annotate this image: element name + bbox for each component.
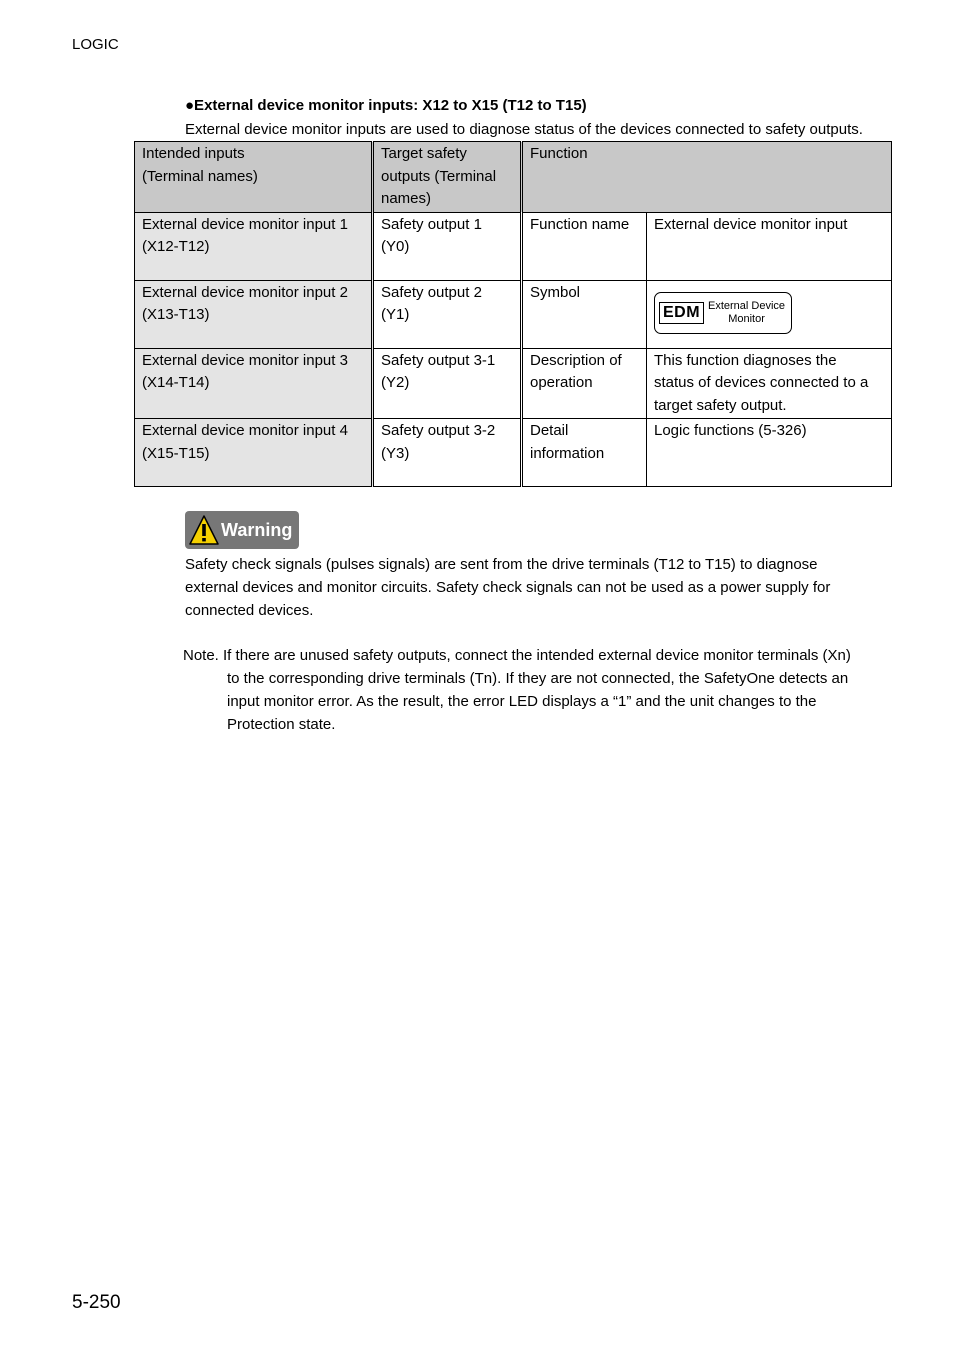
function-field-cell: Detail information	[522, 419, 647, 487]
input-cell: External device monitor input 4 (X15-T15)	[135, 419, 373, 487]
output-cell: Safety output 1 (Y0)	[373, 212, 522, 280]
page-number: 5-250	[72, 1292, 121, 1313]
edm-symbol	[654, 292, 792, 334]
edm-spec-table	[134, 141, 892, 487]
function-value-cell: This function diagnoses the status of devices connected to a target safety output.	[647, 348, 892, 419]
header-target-outputs: Target safety outputs (Terminal names)	[373, 142, 522, 213]
input-cell: External device monitor input 3 (X14-T14)	[135, 348, 373, 419]
symbol-cell	[647, 280, 892, 348]
output-cell: Safety output 2 (Y1)	[373, 280, 522, 348]
function-value-cell: Logic functions (5-326)	[647, 419, 892, 487]
warning-badge	[185, 511, 299, 549]
warning-triangle-icon	[189, 514, 219, 546]
function-field-cell: Symbol	[522, 280, 647, 348]
header-intended-inputs: Intended inputs (Terminal names)	[135, 142, 373, 213]
output-cell: Safety output 3-2 (Y3)	[373, 419, 522, 487]
table-header-row	[135, 142, 892, 213]
note-paragraph: Note. If there are unused safety outputs, connect the intended external device monitor terminals (Xn) to the corresponding drive terminals (Tn). If they are not connected, the SafetyOne detects an input monitor error. As the result, the error LED displays a “1” and the unit changes to the Protection state.	[183, 647, 851, 733]
function-value-cell: External device monitor input	[647, 212, 892, 280]
section-heading: ●External device monitor inputs: X12 to X15 (T12 to T15)	[185, 97, 587, 114]
edm-symbol-label: EDM	[659, 302, 704, 324]
input-cell: External device monitor input 1 (X12-T12)	[135, 212, 373, 280]
warning-label: Warning	[221, 519, 293, 540]
table-row	[135, 212, 892, 280]
function-field-cell: Description of operation	[522, 348, 647, 419]
input-cell: External device monitor input 2 (X13-T13)	[135, 280, 373, 348]
table-row	[135, 419, 892, 487]
running-header: LOGIC	[72, 36, 119, 53]
table-row	[135, 348, 892, 419]
table-row	[135, 280, 892, 348]
section-intro: External device monitor inputs are used to diagnose status of the devices connected to safety outputs.	[185, 121, 863, 138]
output-cell: Safety output 3-1 (Y2)	[373, 348, 522, 419]
edm-symbol-description: External Device Monitor	[708, 299, 786, 325]
header-function: Function	[522, 142, 892, 213]
function-field-cell: Function name	[522, 212, 647, 280]
warning-paragraph: Safety check signals (pulses signals) are sent from the drive terminals (T12 to T15) to diagnose external devices and monitor circuits. Safety check signals can not be used as a power supply for connected devices.	[185, 556, 831, 619]
